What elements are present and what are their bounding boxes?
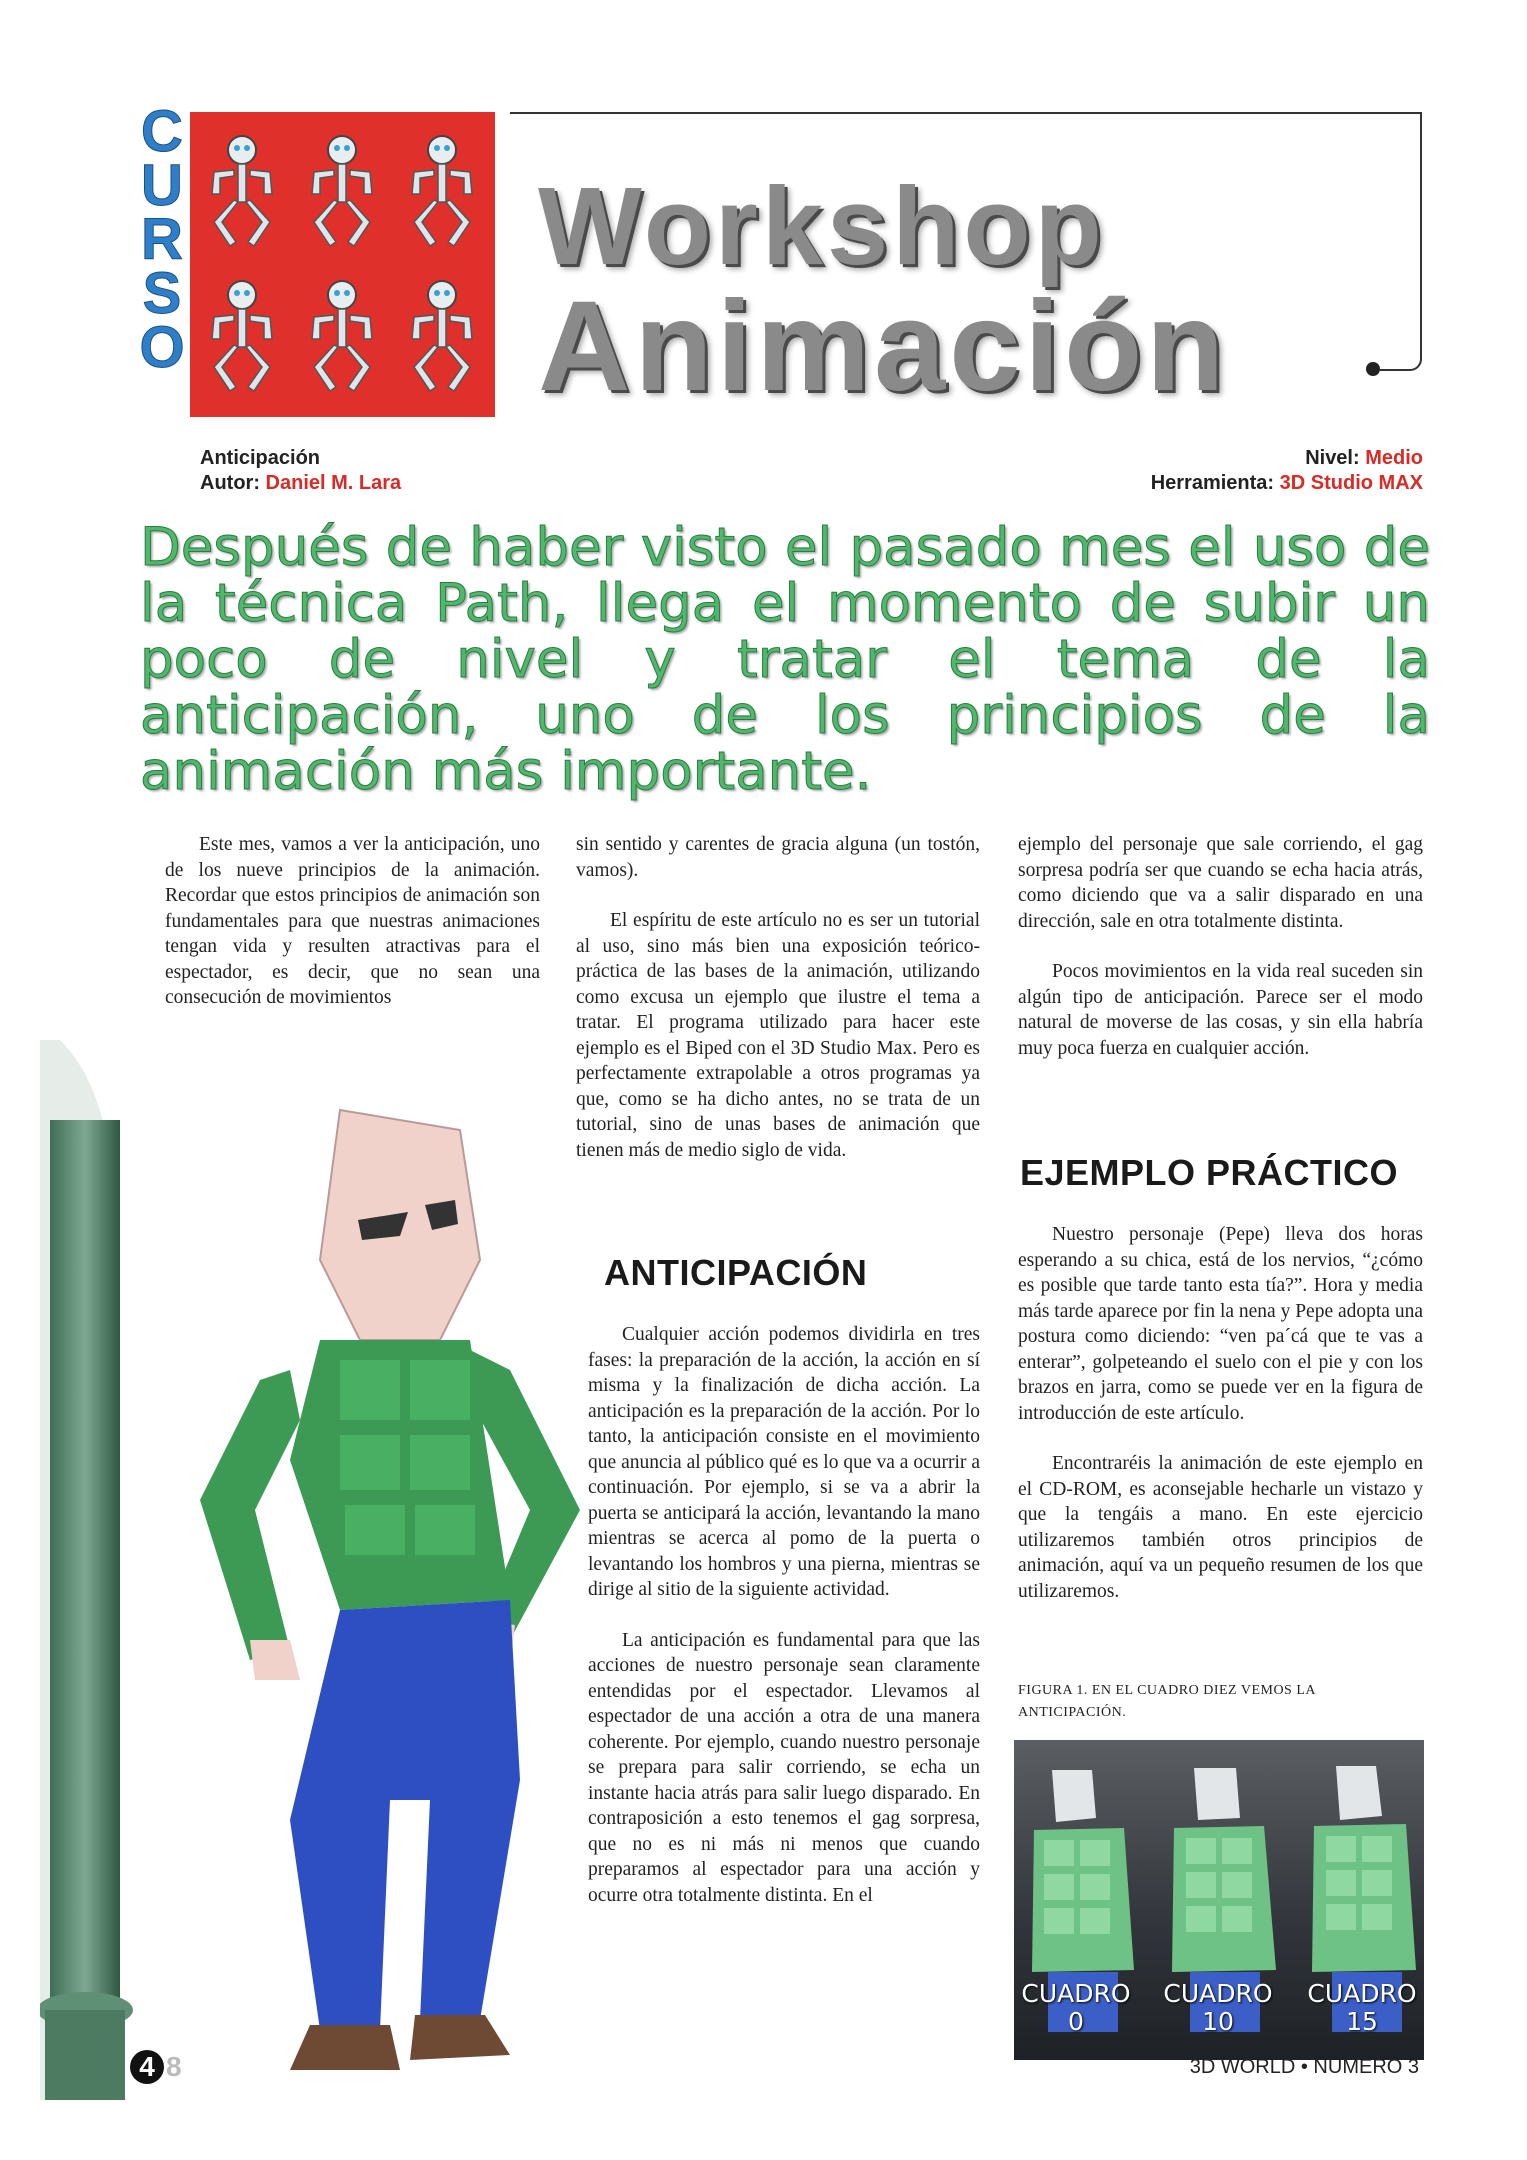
frame-label-10 bbox=[1158, 1980, 1278, 2036]
level-line bbox=[1151, 446, 1423, 471]
curso-letter: O bbox=[139, 315, 185, 380]
tool-line bbox=[1151, 471, 1423, 496]
frame-label-number: 0 bbox=[1068, 2007, 1084, 2036]
paragraph: Cualquier acción podemos dividirla en tres fases: la preparación de la acción, la acción en sí misma y la finalización de dicha acción. La anticipación es la preparación de la acción. Por lo tanto, la anticipación consiste en el movimiento que anuncia al público qué es lo que va a ocurrir a continuación. Por ejemplo, si se va a abrir la puerta se anticipará la acción, levantando la mano mientras se acerca al pomo de la puerta o levantando los hombros y una pierna, mientras se dirige al sitio de la siguiente actividad. bbox=[588, 1324, 980, 1600]
page-number-digit: 4 bbox=[130, 2050, 164, 2084]
article-meta-right bbox=[1151, 446, 1423, 496]
frame-label-number: 15 bbox=[1346, 2007, 1378, 2036]
column-2 bbox=[576, 832, 980, 1188]
level-label: Nivel: bbox=[1305, 447, 1360, 469]
title-workshop: Workshop bbox=[538, 165, 1106, 288]
paragraph: Nuestro personaje (Pepe) lleva dos horas esperando a su chica, está de los nervios, “¿cómo es posible que tarde tanto esta tía?”. Hora y media más tarde aparece por fin la nena y Pepe adopta una postura como diciendo: “ven pa´cá que te vas a enterar”, golpeteando el suelo con el pie y con los brazos en jarra, como se puede ver en la figura de introducción de este artículo. bbox=[1018, 1224, 1423, 1424]
paragraph: Pocos movimientos en la vida real suceden sin algún tipo de anticipación. Parece ser el modo natural de moverse de las cosas, y sin ella habría muy poca fuerza en cualquier acción. bbox=[1018, 961, 1423, 1059]
frame-label-text: CUADRO bbox=[1021, 1979, 1131, 2008]
curso-letter: C bbox=[141, 99, 183, 164]
paragraph: sin sentido y carentes de gracia alguna (un tostón, vamos). bbox=[576, 834, 980, 881]
column-2-continued bbox=[588, 1322, 980, 1933]
page-number-digit: 8 bbox=[166, 2051, 182, 2082]
column-3-continued bbox=[1018, 1222, 1423, 1629]
intro-character-illustration bbox=[40, 1040, 660, 2100]
tool-value: 3D Studio MAX bbox=[1279, 472, 1423, 494]
author-label: Autor: bbox=[200, 472, 260, 494]
frame-label-text: CUADRO bbox=[1307, 1979, 1417, 2008]
frame-tail bbox=[1380, 354, 1422, 371]
article-meta-left bbox=[200, 446, 401, 496]
column-3 bbox=[1018, 832, 1423, 1086]
frame-label-text: CUADRO bbox=[1163, 1979, 1273, 2008]
author-line bbox=[200, 471, 401, 496]
article-topic: Anticipación bbox=[200, 447, 321, 469]
column-1 bbox=[165, 832, 540, 1036]
figure-1-animation-frames bbox=[1014, 1740, 1424, 2060]
paragraph: ejemplo del personaje que sale corriendo, el gag sorpresa podría ser que cuando se echa hacia atrás, como diciendo que va a salir disparado en una dirección, sale en otra totalmente distinta. bbox=[1018, 834, 1423, 932]
curso-letter: U bbox=[141, 153, 183, 218]
frame-label-number: 10 bbox=[1202, 2007, 1234, 2036]
stick-figures-logo-icon bbox=[190, 112, 495, 417]
section-heading-anticipacion: ANTICIPACIÓN bbox=[604, 1252, 868, 1293]
frame-dot-icon bbox=[1366, 362, 1380, 376]
tool-label: Herramienta: bbox=[1150, 472, 1275, 494]
frame-label-15 bbox=[1302, 1980, 1422, 2036]
level-value: Medio bbox=[1365, 447, 1423, 469]
paragraph: Encontraréis la animación de este ejemplo en el CD-ROM, es aconsejable hecharle un vistazo y que la tengáis a mano. En este ejercicio utilizaremos también otros principios de animación, aquí va un pequeño resumen de los que utilizaremos. bbox=[1018, 1453, 1423, 1602]
curso-letter: R bbox=[141, 207, 183, 272]
title-animacion: Animación bbox=[538, 275, 1229, 418]
paragraph: Este mes, vamos a ver la anticipación, uno de los nueve principios de la animación. Recordar que estos principios de animación son fundamentales para que nuestras animaciones tengan vida y resulten atractivas para el espectador, es decir, que no sean una consecución de movimientos bbox=[165, 834, 540, 1008]
workshop-logo bbox=[190, 112, 495, 417]
magazine-footer: 3D WORLD • NÚMERO 3 bbox=[1189, 2056, 1419, 2078]
curso-vertical-label bbox=[132, 99, 192, 380]
figure-caption: FIGURA 1. EN EL CUADRO DIEZ VEMOS LA ANTICIPACIÓN. bbox=[1018, 1683, 1316, 1720]
author-name: Daniel M. Lara bbox=[265, 472, 402, 494]
page-number bbox=[130, 2050, 182, 2084]
curso-letter: S bbox=[142, 261, 182, 326]
lead-paragraph: Después de haber visto el pasado mes el uso de la técnica Path, llega el momento de subir un poco de nivel y tratar el tema de la anticipación, uno de los principios de la animación más importante. bbox=[140, 517, 1430, 802]
character-figure-icon bbox=[40, 1040, 660, 2100]
paragraph: El espíritu de este artículo no es ser un tutorial al uso, sino más bien una exposición teórico-práctica de las bases de la animación, utilizando como excusa un ejemplo que ilustre el tema a tratar. El programa utilizado para hacer este ejemplo es el Biped con el 3D Studio Max. Pero es perfectamente extrapolable a otros programas ya que, como se ha dicho antes, no se trata de un tutorial, sino de unas bases de animación que tienen más de medio siglo de vida. bbox=[576, 910, 980, 1161]
frame-label-0 bbox=[1016, 1980, 1136, 2036]
section-heading-ejemplo-practico: EJEMPLO PRÁCTICO bbox=[1020, 1152, 1399, 1193]
paragraph: La anticipación es fundamental para que las acciones de nuestro personaje sean claramente entendidas por el espectador. Llevamos al espectador de una acción a otra de una manera coherente. Por ejemplo, cuando nuestro personaje se prepara para salir corriendo, se echa un instante hacia atrás para salir luego disparado. En contraposición a esto tenemos el gag sorpresa, que no es ni más ni menos que cuando preparamos al espectador para una acción y ocurre otra totalmente distinta. En el bbox=[588, 1629, 980, 1906]
